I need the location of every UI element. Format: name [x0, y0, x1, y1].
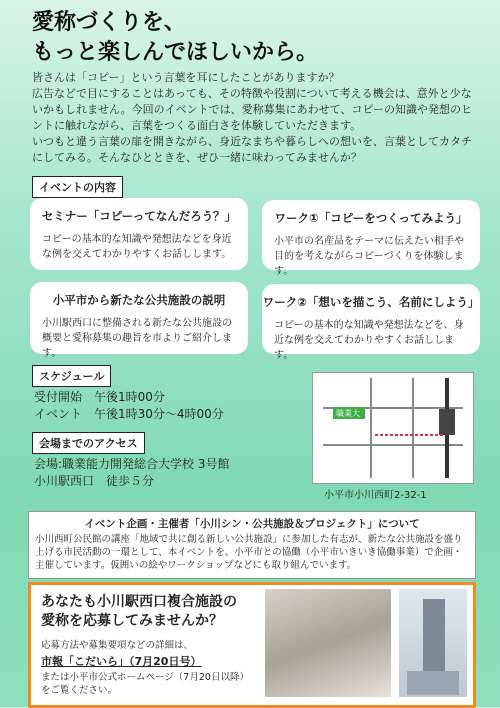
card-city-explanation [30, 282, 248, 359]
tower-graphic [399, 589, 467, 697]
facility-tower-image [399, 589, 467, 697]
card-work-2-desc: コピーの基本的な知識や発想法などを、身近な例を交えてわかりやすくお話しします。 [274, 320, 464, 361]
intro-para-2: 広告などで目にすることはあっても、その特徴や役割について考える機会は、意外と少ないかもしれません。今回のイベントでは、愛称募集にあわせて、コピーの知識や発想のヒントに触れながら、言葉をつくる面白さを体験していただきます。 [32, 87, 472, 132]
facility-interior-image [265, 589, 391, 697]
access-venue: 会場:職業能力開発総合大学校 3号館 [34, 457, 230, 471]
schedule-reception: 受付開始 午後1時00分 [34, 390, 165, 404]
promo-sub-line-1: または小平市公式ホームページ（7月20日以降） [41, 672, 249, 683]
card-seminar [30, 198, 248, 270]
promo-heading-line-2: 愛称を応募してみませんか？ [41, 613, 223, 629]
card-work-1-title: ワーク①「コピーをつくってみよう」 [274, 211, 468, 225]
access-map [312, 372, 474, 484]
organizer-desc: 小川西町公民館の講座「地域で共に創る新しい公共施設」に参加した有志が、新たな公共施設を盛り上げる市民活動の一環として、本イベントを、小平市との協働（小平市いきいき協働事業）で企画・主催しています。仮囲いの絵やワークショップなどにも取り組んでいます。 [35, 534, 463, 571]
access-station: 小川駅西口 徒歩５分 [34, 474, 155, 488]
promo-sub-line-2: をご覧ください。 [41, 685, 118, 696]
label-event-content: イベントの内容 [32, 176, 123, 198]
card-city-explanation-desc: 小川駅西口に整備される新たな公共施設の概要と愛称募集の趣旨を市よりご紹介します。 [42, 318, 232, 359]
organizer-title: イベント企画・主催者「小川シン・公共施設＆プロジェクト」について [84, 518, 420, 530]
card-city-explanation-title: 小平市から新たな公共施設の説明 [52, 293, 226, 307]
card-work-1 [262, 200, 480, 277]
venue-marker-label: 職業大 [336, 409, 360, 418]
card-work-1-desc: 小平市の名産品をテーマに伝えたい相手や目的を考えながらコピーづくりを体験します。 [274, 236, 464, 277]
promo-box [28, 582, 476, 708]
organizer-box [28, 511, 476, 579]
card-work-2 [262, 284, 480, 361]
promo-heading [41, 593, 237, 631]
headline [32, 8, 318, 68]
access-block [34, 456, 230, 490]
station-icon [439, 409, 455, 435]
card-seminar-desc: コピーの基本的な知識や発想法などを身近な例を交えてわかりやすくお話しします。 [42, 234, 232, 260]
schedule-event: イベント 午後1時30分〜4時00分 [34, 407, 224, 421]
label-access: 会場までのアクセス [32, 432, 145, 454]
promo-lead: 応募方法や募集要項などの詳細は、 [41, 640, 194, 651]
headline-line-1: 愛称づくりを、 [32, 10, 187, 35]
map-graphic [313, 373, 473, 483]
intro-para-3: いつもと違う言葉の扉を開きながら、身近なまちや暮らしへの想いを、言葉としてカタチにしてみる。そんなひとときを、ぜひ一緒に味わってみませんか？ [32, 135, 472, 164]
card-seminar-title: セミナー「コピーってなんだろう？」 [41, 209, 237, 223]
promo-heading-line-1: あなたも小川駅西口複合施設の [41, 594, 237, 610]
promo-publication: 市報「こだいら」（7月20日号） [41, 655, 202, 668]
label-schedule: スケジュール [32, 365, 111, 387]
headline-line-2: もっと楽しんでほしいから。 [32, 40, 319, 65]
promo-sub [41, 671, 249, 697]
map-address: 小平市小川西町2-32-1 [324, 490, 427, 501]
card-work-2-title: ワーク②「想いを描こう、名前にしよう」 [262, 295, 480, 309]
schedule-block [34, 389, 224, 423]
intro-text [32, 70, 472, 166]
intro-para-1: 皆さんは「コピー」という言葉を耳にしたことがありますか？ [32, 71, 340, 84]
